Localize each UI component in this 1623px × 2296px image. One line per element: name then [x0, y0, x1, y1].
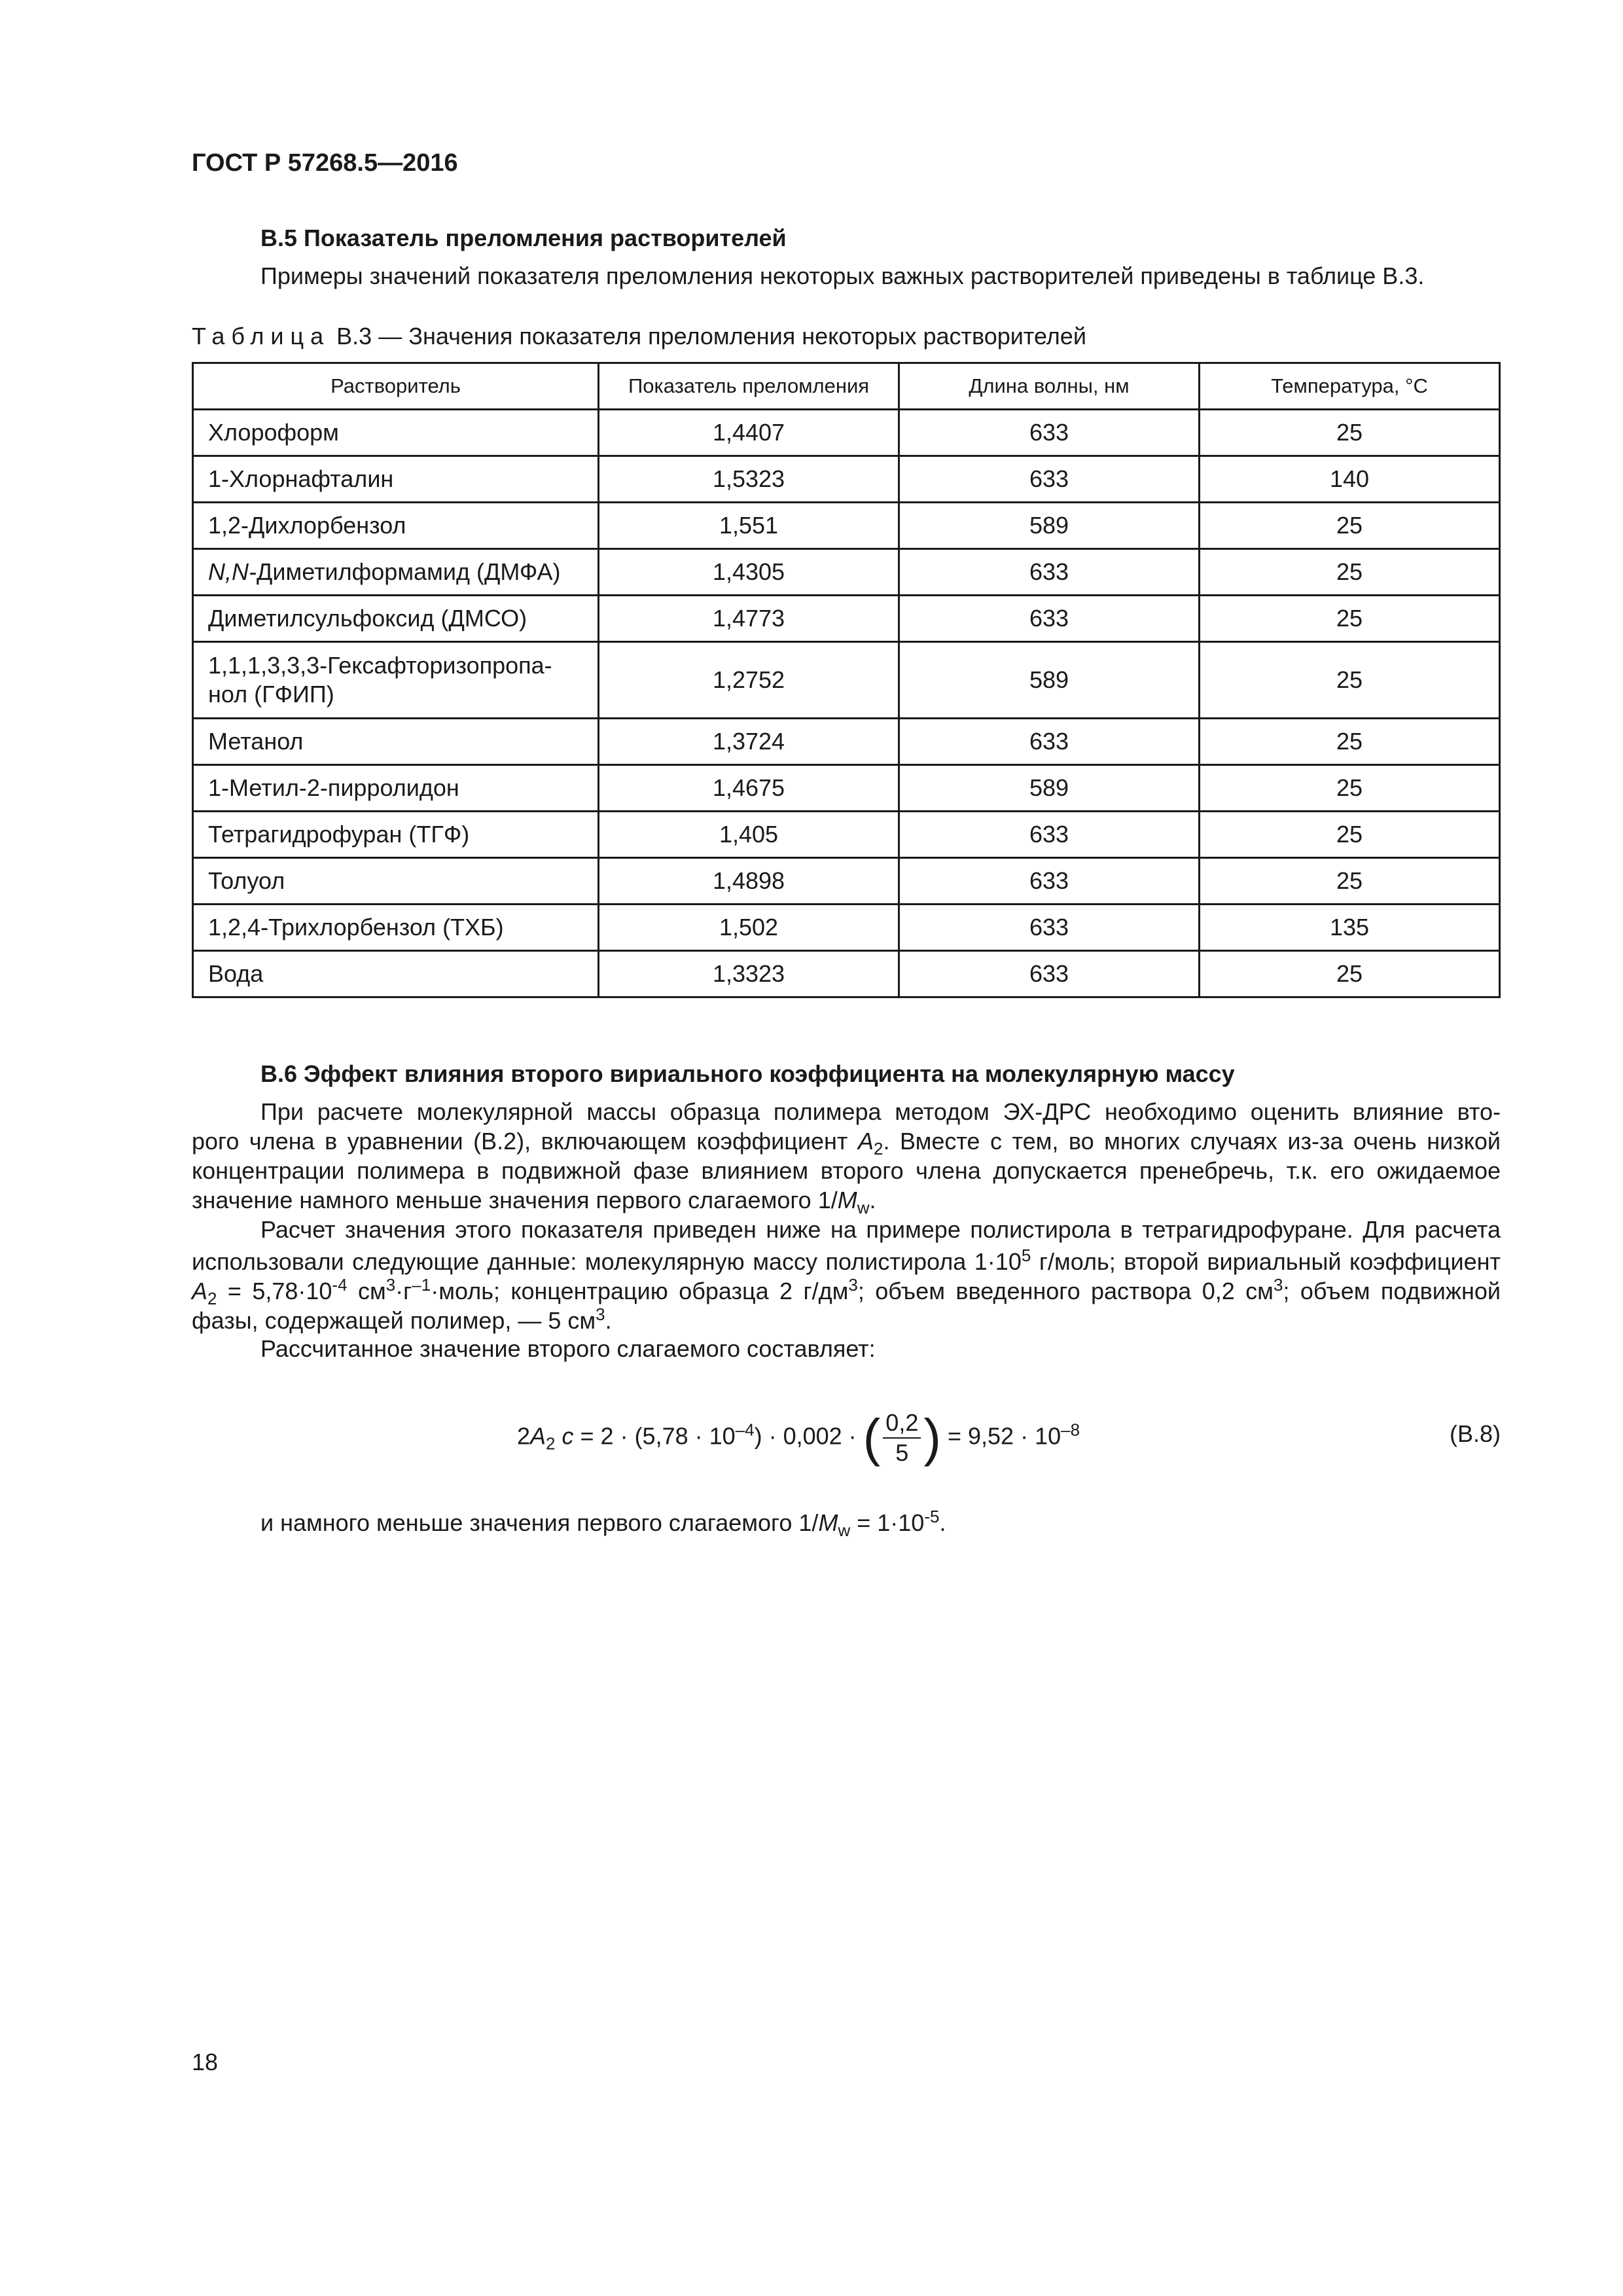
table-row [193, 765, 1500, 812]
superscript-3: 3 [596, 1304, 605, 1324]
cell-temperature: 25 [1200, 503, 1500, 549]
b6-p2-line3-b: см [347, 1278, 386, 1304]
superscript-3: 3 [1273, 1275, 1283, 1295]
cell-index: 1,4305 [599, 549, 899, 596]
cell-solvent-prefix: N,N- [208, 558, 257, 585]
table-caption [192, 323, 1086, 350]
header-wavelength: Длина волны, нм [899, 363, 1200, 410]
cell-solvent: 1,2,4-Трихлорбензол (ТХБ) [193, 905, 599, 951]
page-number: 18 [192, 2049, 219, 2075]
subscript-2: 2 [873, 1139, 883, 1159]
cell-temperature: 25 [1200, 642, 1500, 719]
table-row [193, 858, 1500, 905]
cell-solvent: Вода [193, 951, 599, 997]
formula-body-1: = 2 · (5,78 · 10 [573, 1422, 736, 1450]
cell-wavelength: 633 [899, 596, 1200, 642]
cell-wavelength: 633 [899, 549, 1200, 596]
conclusion-text-b: = 1·10 [850, 1509, 925, 1536]
conclusion-text-a: и намного меньше значения первого слагаемого 1/ [260, 1509, 819, 1536]
cell-wavelength: 633 [899, 858, 1200, 905]
table-caption-text: В.3 — Значения показателя преломления некоторых растворителей [336, 323, 1086, 350]
table-row [193, 456, 1500, 503]
symbol-m: M [837, 1187, 857, 1213]
b6-p2-line3-c: ·г [395, 1278, 412, 1304]
cell-temperature: 135 [1200, 905, 1500, 951]
cell-wavelength: 633 [899, 951, 1200, 997]
superscript-5: 5 [1021, 1246, 1031, 1265]
b6-p2-line3-f: ; объем подвижной [1283, 1278, 1501, 1304]
conclusion-end: . [939, 1509, 946, 1536]
cell-temperature: 25 [1200, 596, 1500, 642]
table-row [193, 503, 1500, 549]
cell-solvent: Диметилсульфоксид (ДМСО) [193, 596, 599, 642]
b6-p1-line2-a: рого члена в уравнении (В.2), включающем коэффициент [192, 1128, 858, 1155]
cell-solvent-line2: нол (ГФИП) [208, 681, 334, 708]
period: . [869, 1187, 876, 1213]
b6-p1-line1: При расчете молекулярной массы образца полимера методом ЭХ-ДРС необходимо оценить влияние вто- [260, 1098, 1501, 1125]
cell-solvent: 1-Хлорнафталин [193, 456, 599, 503]
cell-wavelength: 633 [899, 905, 1200, 951]
table-row [193, 951, 1500, 997]
formula-sub-2: 2 [546, 1433, 556, 1454]
formula-fraction [883, 1408, 921, 1467]
fraction-numerator: 0,2 [883, 1408, 921, 1439]
cell-wavelength: 589 [899, 503, 1200, 549]
symbol-m: M [818, 1509, 838, 1536]
superscript-minus1: –1 [412, 1275, 431, 1295]
table-row [193, 905, 1500, 951]
b6-p2-line2 [192, 1246, 1501, 1276]
section-b5-intro: Примеры значений показателя преломления некоторых важных растворителей приведены в таблице В.3. [260, 262, 1425, 289]
period: . [605, 1307, 612, 1334]
b6-p2-line4 [192, 1304, 612, 1335]
cell-solvent: Хлороформ [193, 410, 599, 456]
header-refractive-index: Показатель преломления [599, 363, 899, 410]
b6-p1-line4 [192, 1187, 876, 1218]
superscript-minus4: -4 [332, 1275, 348, 1295]
table-row [193, 549, 1500, 596]
cell-index: 1,405 [599, 812, 899, 858]
cell-solvent: Метанол [193, 719, 599, 765]
cell-wavelength: 633 [899, 719, 1200, 765]
formula-coef: 2 [517, 1422, 531, 1450]
cell-wavelength: 589 [899, 765, 1200, 812]
conclusion-exp: -5 [924, 1507, 940, 1526]
b6-p2-line3-a: = 5,78·10 [217, 1278, 332, 1304]
table-row [193, 410, 1500, 456]
table-caption-label: Таблица [192, 323, 330, 350]
cell-temperature: 25 [1200, 719, 1500, 765]
cell-temperature: 25 [1200, 765, 1500, 812]
right-paren-icon: ) [923, 1408, 941, 1467]
b6-p1-line2-b: . Вместе с тем, во многих случаях из-за очень низкой [883, 1128, 1501, 1155]
cell-solvent-line1: 1,1,1,3,3,3-Гексафторизопропа- [208, 652, 552, 679]
superscript-3: 3 [385, 1275, 396, 1295]
cell-solvent: Толуол [193, 858, 599, 905]
cell-solvent: Тетрагидрофуран (ТГФ) [193, 812, 599, 858]
fraction-denominator: 5 [895, 1439, 909, 1466]
subscript-w: w [857, 1198, 870, 1218]
document-header: ГОСТ Р 57268.5—2016 [192, 149, 458, 177]
subscript-2: 2 [207, 1289, 217, 1309]
b6-p2-line1: Расчет значения этого показателя приведен ниже на примере полистирола в тетрагидрофуране. Для расчета [260, 1216, 1501, 1243]
cell-solvent: 1,2-Дихлорбензол [193, 503, 599, 549]
table-row [193, 812, 1500, 858]
cell-index: 1,5323 [599, 456, 899, 503]
superscript-3: 3 [848, 1275, 858, 1295]
b6-p2-line3-d: ·моль; концентрацию образца 2 г/дм [431, 1278, 849, 1304]
left-paren-icon: ( [863, 1408, 881, 1467]
cell-wavelength: 633 [899, 456, 1200, 503]
cell-index: 1,4773 [599, 596, 899, 642]
cell-wavelength: 633 [899, 812, 1200, 858]
table-row [193, 642, 1500, 719]
cell-solvent [193, 549, 599, 596]
formula-body-3: = 9,52 · 10 [940, 1422, 1061, 1450]
cell-temperature: 25 [1200, 858, 1500, 905]
cell-index: 1,4675 [599, 765, 899, 812]
b6-p2-line2-b: г/моль; второй вириальный коэффициент [1031, 1248, 1501, 1275]
table-row [193, 596, 1500, 642]
conclusion-line [260, 1507, 946, 1541]
b6-p1-line3: концентрации полимера в подвижной фазе влиянием второго члена допускается пренебречь, т.к. его ожидаемое [192, 1157, 1501, 1184]
b6-p1-line4-a: значение намного меньше значения первого слагаемого 1/ [192, 1187, 838, 1213]
b6-p2-line2-a: использовали следующие данные: молекулярную массу полистирола 1·10 [192, 1248, 1022, 1275]
cell-wavelength: 633 [899, 410, 1200, 456]
cell-temperature: 25 [1200, 951, 1500, 997]
equation-number: (В.8) [1449, 1420, 1501, 1447]
header-solvent: Растворитель [193, 363, 599, 410]
cell-solvent-name: Диметилформамид (ДМФА) [257, 558, 561, 585]
table-row [193, 719, 1500, 765]
cell-index: 1,3323 [599, 951, 899, 997]
formula-symbol-c: c [555, 1422, 574, 1450]
subscript-w: w [838, 1520, 851, 1541]
cell-index: 1,3724 [599, 719, 899, 765]
symbol-a: A [192, 1278, 208, 1304]
formula-symbol-a: A [530, 1422, 546, 1450]
table-header-row [193, 363, 1500, 410]
cell-temperature: 25 [1200, 812, 1500, 858]
section-b6-title: В.6 Эффект влияния второго вириального коэффициента на молекулярную массу [260, 1060, 1235, 1087]
cell-index: 1,551 [599, 503, 899, 549]
formula-exp-2: –8 [1061, 1420, 1080, 1440]
b6-p3: Рассчитанное значение второго слагаемого составляет: [260, 1335, 876, 1362]
cell-temperature: 25 [1200, 549, 1500, 596]
symbol-a: A [857, 1128, 874, 1155]
cell-index: 1,4898 [599, 858, 899, 905]
header-temperature: Температура, °С [1200, 363, 1500, 410]
cell-solvent: 1-Метил-2-пирролидон [193, 765, 599, 812]
b6-p2-line3-e: ; объем введенного раствора 0,2 см [857, 1278, 1274, 1304]
cell-index: 1,2752 [599, 642, 899, 719]
section-b5-title: В.5 Показатель преломления растворителей [260, 224, 787, 251]
formula-exp-1: –4 [735, 1420, 755, 1440]
cell-temperature: 140 [1200, 456, 1500, 503]
refractive-index-table [192, 362, 1501, 998]
cell-wavelength: 589 [899, 642, 1200, 719]
cell-solvent [193, 642, 599, 719]
cell-temperature: 25 [1200, 410, 1500, 456]
formula-b8 [517, 1408, 1080, 1467]
cell-index: 1,502 [599, 905, 899, 951]
b6-p2-line4-a: фазы, содержащей полимер, — 5 см [192, 1307, 596, 1334]
cell-index: 1,4407 [599, 410, 899, 456]
b6-p1-line2 [192, 1128, 1501, 1159]
formula-body-2: ) · 0,002 · [754, 1422, 863, 1450]
